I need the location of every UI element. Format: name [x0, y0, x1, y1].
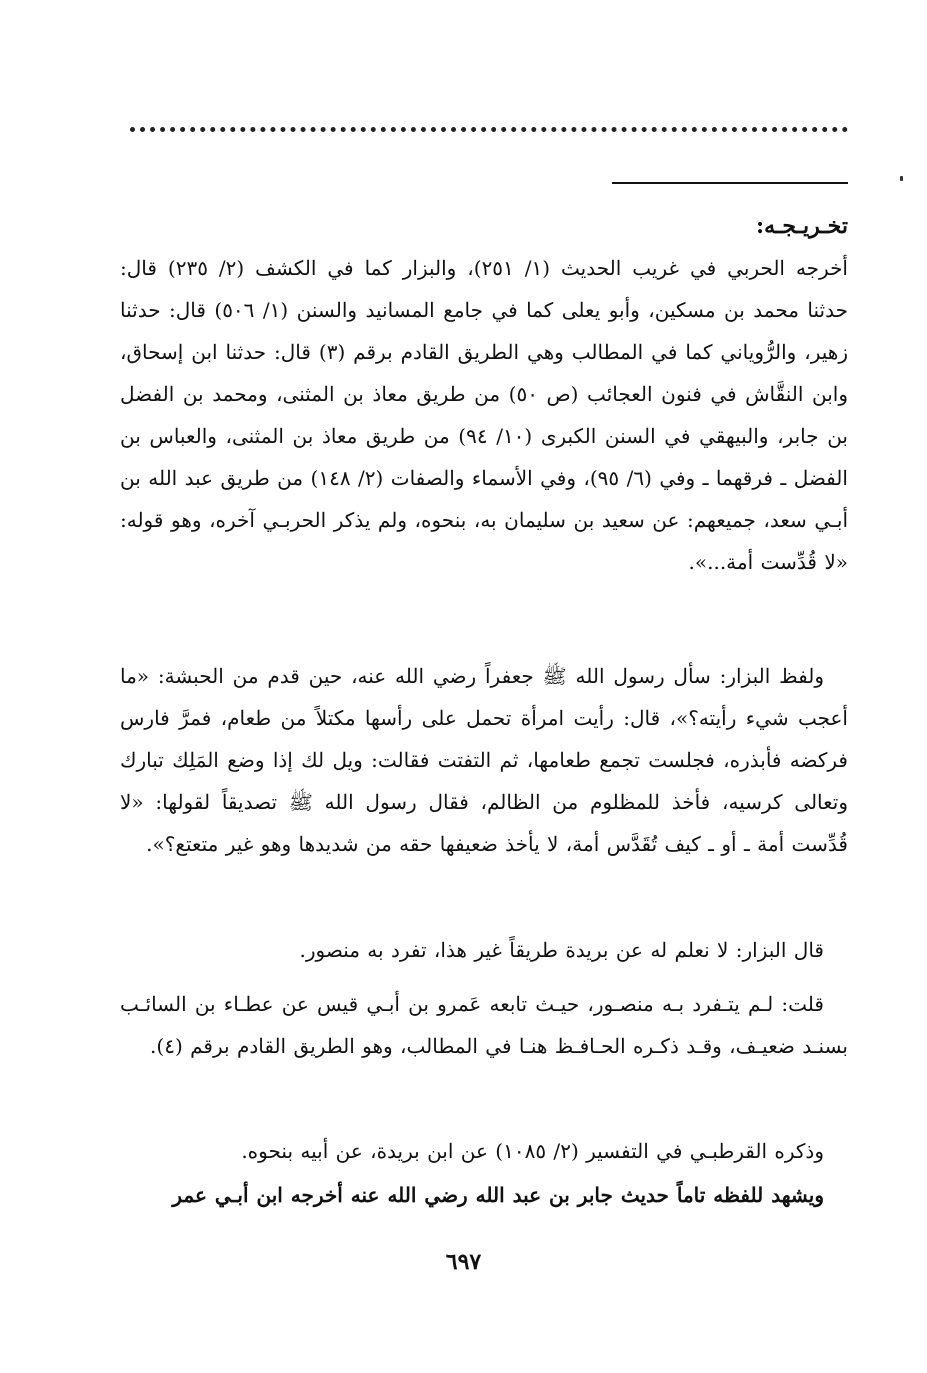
shahid-paragraph: ويشهد للفظه تاماً حديث جابر بن عبد الله رضي الله عنه أخرجه ابن أبـي عمر — [172, 1183, 824, 1207]
footnote-rule — [612, 182, 848, 184]
stray-ink-mark — [900, 176, 903, 181]
bazzar-wording-paragraph: ولفظ البزار: سأل رسول الله ﷺ جعفراً رضي الله عنه، حين قدم من الحبشة: «ما أعجب شيء رأيته؟»، قال: رأيت امرأة تحمل على رأسها مكتلاً من طعام، فمرَّ فارس فركضه فأبذره، فجلست تجمع طعامها، ثم التفتت فقالت: ويل لك إذا وضع المَلِك تبارك وتعالى كرسيه، فأخذ للمظلوم من الظالم، فقال رسول الله ﷺ تصديقاً لقولها: «لا قُدِّست أمة ـ أو ـ كيف تُقَدَّس أمة، لا يأخذ ضعيفها حقه من شديدها وهو غير متعتع؟». — [120, 664, 848, 856]
dotted-separator — [130, 112, 848, 132]
page-number: ٦٩٧ — [445, 1249, 482, 1275]
qurtubi-reference-paragraph: وذكره القرطبـي في التفسير (٢/ ١٠٨٥) عن ابن بريدة، عن أبيه بنحوه. — [241, 1139, 824, 1163]
author-note-paragraph: قلت: لـم يتـفرد بـه منصـور، حيـث تابعه عَمرو بن أبـي قيس عن عطـاء بن السائـب بسنـد ضعيـف، وقـد ذكـره الحـافـظ هنـا في المطالب، وهو الطريق القادم برقم (٤). — [120, 992, 848, 1058]
bazzar-comment-paragraph: قال البزار: لا نعلم له عن بريدة طريقاً غير هذا، تفرد به منصور. — [299, 938, 824, 962]
section-heading: تخـريـجـه: — [755, 213, 848, 239]
takhrij-paragraph: أخرجه الحربي في غريب الحديث (١/ ٢٥١)، والبزار كما في الكشف (٢/ ٢٣٥) قال: حدثنا محمد بن مسكين، وأبو يعلى كما في جامع المسانيد والسنن (١/ ٥٠٦) قال: حدثنا زهير، والرُّوياني كما في المطالب وهي الطريق القادم برقم (٣) قال: حدثنا ابن إسحاق، وابن النقَّاش في فنون العجائب (ص ٥٠) من طريق معاذ بن المثنى، ومحمد بن الفضل بن جابر، والبيهقي في السنن الكبرى (١٠/ ٩٤) من طريق معاذ بن المثنى، والعباس بن الفضل ـ فرقهما ـ وفي (٦/ ٩٥)، وفي الأسماء والصفات (٢/ ١٤٨) من طريق عبد الله بن أبـي سعد، جميعهم: عن سعيد بن سليمان به، بنحوه، ولم يذكر الحربـي آخره، وهو قوله: «لا قُدِّست أمة...». — [120, 256, 849, 574]
